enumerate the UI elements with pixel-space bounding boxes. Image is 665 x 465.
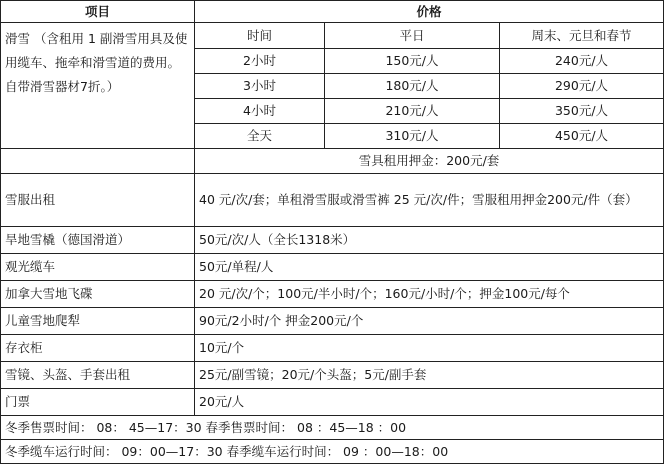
deposit-blank <box>1 149 195 174</box>
footer-row <box>1 440 664 464</box>
item-name: 加拿大雪地飞碟 <box>1 281 195 308</box>
item-price: 20 元/次/个；100元/半小时/个；160元/小时/个；押金100元/每个 <box>195 281 664 308</box>
col-weekday: 平日 <box>325 23 500 49</box>
item-price: 50元/单程/人 <box>195 254 664 281</box>
footer-row <box>1 416 664 440</box>
table-row <box>1 335 664 362</box>
ski-weekday-price: 150元/人 <box>325 49 500 74</box>
ski-subheader-row <box>1 23 664 49</box>
ski-time: 2小时 <box>195 49 325 74</box>
item-name: 雪镜、头盔、手套出租 <box>1 362 195 389</box>
item-name: 观光缆车 <box>1 254 195 281</box>
item-price: 25元/副雪镜；20元/个头盔；5元/副手套 <box>195 362 664 389</box>
item-name: 雪服出租 <box>1 174 195 227</box>
item-price: 20元/人 <box>195 389 664 416</box>
table-row <box>1 362 664 389</box>
deposit-row <box>1 149 664 174</box>
table-row <box>1 281 664 308</box>
ski-time: 全天 <box>195 124 325 149</box>
header-price: 价格 <box>195 1 664 23</box>
ski-weekend-price: 450元/人 <box>500 124 664 149</box>
ski-weekend-price: 240元/人 <box>500 49 664 74</box>
item-price: 50元/次/人（全长1318米） <box>195 227 664 254</box>
item-name: 儿童雪地爬犁 <box>1 308 195 335</box>
item-price: 10元/个 <box>195 335 664 362</box>
header-item: 项目 <box>1 1 195 23</box>
ski-weekday-price: 210元/人 <box>325 99 500 124</box>
ticket-hours: 冬季售票时间： 08： 45—17：30 春季售票时间： 08 ：45—18 ：00 <box>1 416 664 440</box>
ski-item-description: 滑雪 （含租用 1 副滑雪用具及使用缆车、拖牵和滑雪道的费用。自带滑雪器材7折。） <box>1 23 195 149</box>
ski-weekday-price: 310元/人 <box>325 124 500 149</box>
item-price: 40 元/次/套；单租滑雪服或滑雪裤 25 元/次/件；雪服租用押金200元/件（套） <box>195 174 664 227</box>
ski-weekday-price: 180元/人 <box>325 74 500 99</box>
item-price: 90元/2小时/个 押金200元/个 <box>195 308 664 335</box>
ski-time: 3小时 <box>195 74 325 99</box>
table-header-row <box>1 1 664 23</box>
table-row <box>1 254 664 281</box>
ski-deposit: 雪具租用押金：200元/套 <box>195 149 664 174</box>
table-row <box>1 389 664 416</box>
col-time: 时间 <box>195 23 325 49</box>
table-row <box>1 174 664 227</box>
item-name: 存衣柜 <box>1 335 195 362</box>
ski-weekend-price: 290元/人 <box>500 74 664 99</box>
table-row <box>1 227 664 254</box>
col-weekend: 周末、元旦和春节 <box>500 23 664 49</box>
cable-hours: 冬季缆车运行时间： 09：00—17：30 春季缆车运行时间： 09 ：00—18：00 <box>1 440 664 464</box>
ski-weekend-price: 350元/人 <box>500 99 664 124</box>
item-name: 门票 <box>1 389 195 416</box>
item-name: 旱地雪橇（德国滑道） <box>1 227 195 254</box>
table-row <box>1 308 664 335</box>
ski-time: 4小时 <box>195 99 325 124</box>
